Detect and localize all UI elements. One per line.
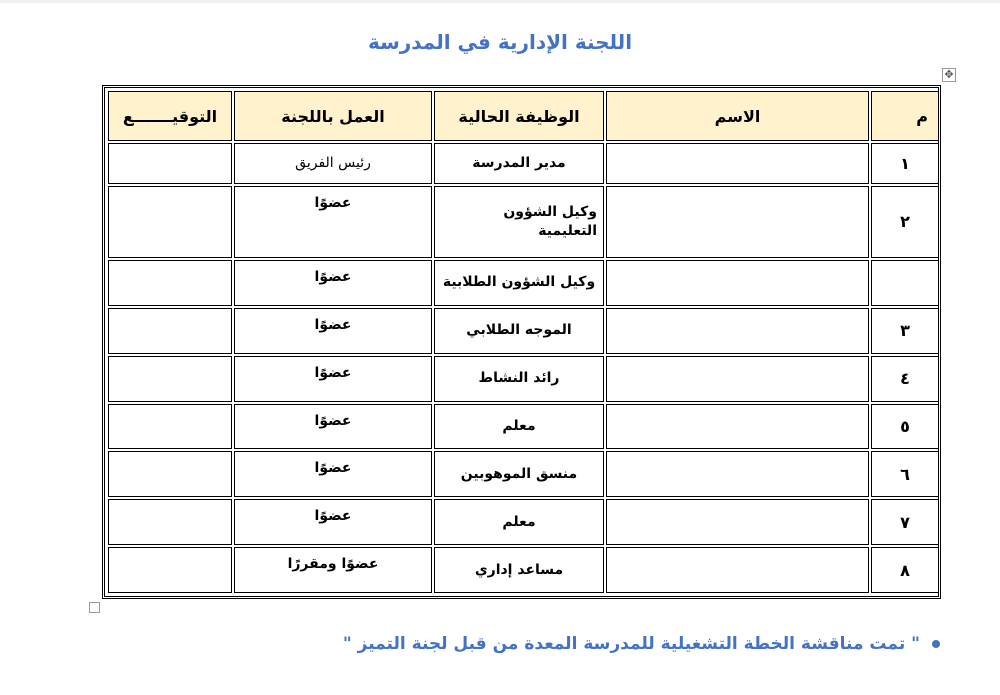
signature-cell[interactable] [108, 404, 232, 450]
row-number[interactable]: ٥ [871, 404, 939, 450]
header-job: الوظيفة الحالية [434, 91, 604, 141]
job-cell[interactable] [434, 143, 604, 184]
signature-cell[interactable] [108, 186, 232, 258]
job-text: مدير المدرسة [472, 154, 566, 171]
note-paragraph [343, 634, 940, 654]
job-text: رائد النشاط [478, 370, 560, 387]
header-number: م [871, 91, 939, 141]
role-cell[interactable]: عضوًا ومقررًا [234, 547, 432, 593]
job-cell[interactable] [434, 404, 604, 450]
job-text: منسق الموهوبين [460, 465, 578, 482]
table-row [108, 404, 939, 450]
role-cell[interactable]: عضوًا [234, 356, 432, 402]
signature-cell[interactable] [108, 451, 232, 497]
table-row [108, 451, 939, 497]
row-number[interactable]: ٦ [871, 451, 939, 497]
signature-cell[interactable] [108, 143, 232, 184]
row-number[interactable]: ١ [871, 143, 939, 184]
name-cell[interactable] [606, 186, 869, 258]
signature-cell[interactable] [108, 260, 232, 306]
row-number[interactable]: ٢ [871, 186, 939, 258]
row-number[interactable]: ٨ [871, 547, 939, 593]
header-role: العمل باللجنة [234, 91, 432, 141]
table-row [108, 356, 939, 402]
table-resize-handle-icon[interactable] [89, 602, 100, 613]
header-name: الاسم [606, 91, 869, 141]
job-cell[interactable] [434, 499, 604, 545]
signature-cell[interactable] [108, 499, 232, 545]
table-row [108, 547, 939, 593]
name-cell[interactable] [606, 451, 869, 497]
job-text: وكيل الشؤون الطلابية [442, 274, 596, 291]
role-cell[interactable]: عضوًا [234, 260, 432, 306]
row-number[interactable]: ٣ [871, 308, 939, 354]
role-cell[interactable]: عضوًا [234, 451, 432, 497]
name-cell[interactable] [606, 143, 869, 184]
job-cell[interactable] [434, 308, 604, 354]
table-header-row [108, 91, 939, 141]
role-cell[interactable]: عضوًا [234, 499, 432, 545]
job-cell[interactable] [434, 356, 604, 402]
table-row [108, 186, 939, 258]
job-text: معلم [502, 417, 536, 434]
signature-cell[interactable] [108, 547, 232, 593]
job-cell[interactable] [434, 260, 604, 306]
signature-cell[interactable] [108, 356, 232, 402]
name-cell[interactable] [606, 547, 869, 593]
row-number[interactable]: ٧ [871, 499, 939, 545]
job-text: الموجه الطلابي [466, 322, 572, 339]
top-border [0, 0, 1000, 3]
document-title: اللجنة الإدارية في المدرسة [367, 30, 633, 54]
role-cell[interactable]: عضوًا [234, 186, 432, 258]
role-cell[interactable]: رئيس الفريق [234, 143, 432, 184]
table-move-handle-icon[interactable]: ✥ [942, 68, 956, 82]
role-cell[interactable]: عضوًا [234, 404, 432, 450]
role-cell[interactable]: عضوًا [234, 308, 432, 354]
committee-table-container [102, 85, 941, 599]
name-cell[interactable] [606, 260, 869, 306]
job-cell[interactable] [434, 186, 604, 258]
job-cell[interactable] [434, 451, 604, 497]
job-text: معلم [502, 513, 536, 530]
name-cell[interactable] [606, 499, 869, 545]
committee-table [106, 89, 941, 595]
row-number[interactable]: ٤ [871, 356, 939, 402]
signature-cell[interactable] [108, 308, 232, 354]
job-text: مساعد إداري [474, 561, 564, 578]
job-cell[interactable] [434, 547, 604, 593]
table-row [108, 499, 939, 545]
job-text: وكيل الشؤون التعليمية [503, 203, 597, 239]
table-row [108, 308, 939, 354]
name-cell[interactable] [606, 308, 869, 354]
table-row [108, 143, 939, 184]
table-row [108, 260, 939, 306]
header-signature: التوقيـــــــع [108, 91, 232, 141]
name-cell[interactable] [606, 356, 869, 402]
note-text: " تمت مناقشة الخطة التشغيلية للمدرسة المعدة من قبل لجنة التميز " [342, 634, 920, 654]
bullet-icon [932, 640, 940, 648]
name-cell[interactable] [606, 404, 869, 450]
row-number[interactable] [871, 260, 939, 306]
